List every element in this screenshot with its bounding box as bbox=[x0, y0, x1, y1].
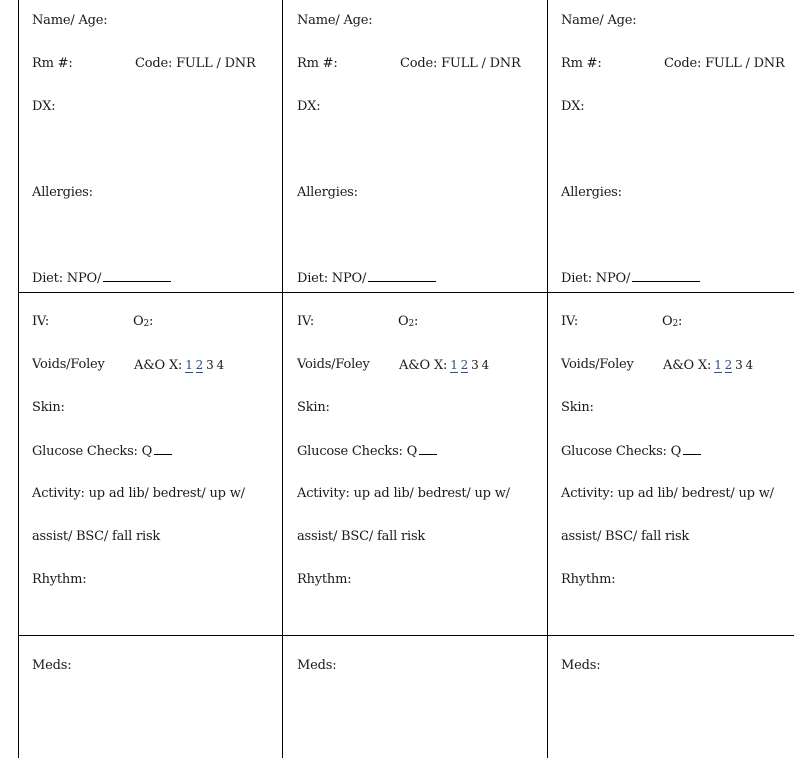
room-number-label[interactable]: Rm #: bbox=[297, 56, 338, 71]
code-status-label[interactable]: Code: FULL / DNR bbox=[664, 56, 785, 71]
rhythm-label[interactable]: Rhythm: bbox=[297, 572, 352, 587]
voids-foley-label[interactable]: Voids/Foley bbox=[297, 357, 370, 372]
diet-blank-line[interactable] bbox=[368, 270, 436, 282]
name-age-label[interactable]: Name/ Age: bbox=[32, 13, 108, 28]
iv-label[interactable]: IV: bbox=[32, 314, 49, 329]
allergies-label[interactable]: Allergies: bbox=[561, 185, 622, 200]
code-status-label[interactable]: Code: FULL / DNR bbox=[135, 56, 256, 71]
glucose-label: Glucose Checks: Q bbox=[297, 444, 418, 459]
activity-line-1[interactable]: Activity: up ad lib/ bedrest/ up w/ bbox=[561, 486, 774, 501]
diagnosis-label[interactable]: DX: bbox=[561, 99, 585, 114]
aox-option-1[interactable]: 1 bbox=[450, 358, 458, 372]
aox-option-2[interactable]: 2 bbox=[724, 358, 733, 372]
glucose-label: Glucose Checks: Q bbox=[32, 444, 153, 459]
aox-option-4[interactable]: 4 bbox=[745, 358, 753, 372]
rhythm-label[interactable]: Rhythm: bbox=[32, 572, 87, 587]
aox-field[interactable] bbox=[663, 357, 756, 374]
aox-option-3[interactable]: 3 bbox=[471, 358, 479, 372]
aox-options bbox=[185, 358, 227, 373]
aox-field[interactable] bbox=[134, 357, 227, 374]
glucose-field[interactable] bbox=[561, 443, 701, 460]
activity-line-2[interactable]: assist/ BSC/ fall risk bbox=[297, 529, 426, 544]
oxygen-label-subscript: 2 bbox=[672, 319, 678, 329]
aox-options bbox=[450, 358, 492, 373]
name-age-label[interactable]: Name/ Age: bbox=[297, 13, 373, 28]
column-divider-1 bbox=[282, 0, 283, 758]
aox-option-3[interactable]: 3 bbox=[735, 358, 743, 372]
activity-line-1[interactable]: Activity: up ad lib/ bedrest/ up w/ bbox=[32, 486, 245, 501]
voids-foley-label[interactable]: Voids/Foley bbox=[32, 357, 105, 372]
iv-label[interactable]: IV: bbox=[561, 314, 578, 329]
aox-label: A&O X: bbox=[663, 358, 712, 373]
activity-line-2[interactable]: assist/ BSC/ fall risk bbox=[561, 529, 690, 544]
meds-label[interactable]: Meds: bbox=[297, 658, 337, 673]
aox-option-4[interactable]: 4 bbox=[481, 358, 489, 372]
rhythm-label[interactable]: Rhythm: bbox=[561, 572, 616, 587]
aox-option-2[interactable]: 2 bbox=[460, 358, 469, 372]
diet-field[interactable] bbox=[32, 270, 171, 287]
name-age-label[interactable]: Name/ Age: bbox=[561, 13, 637, 28]
iv-label[interactable]: IV: bbox=[297, 314, 314, 329]
diet-label: Diet: NPO/ bbox=[32, 271, 102, 286]
aox-option-2[interactable]: 2 bbox=[195, 358, 204, 372]
diet-blank-line[interactable] bbox=[103, 270, 171, 282]
meds-label[interactable]: Meds: bbox=[561, 658, 601, 673]
aox-option-1[interactable]: 1 bbox=[714, 358, 722, 372]
oxygen-label-subscript: 2 bbox=[408, 319, 414, 329]
room-number-label[interactable]: Rm #: bbox=[32, 56, 73, 71]
row-divider-1 bbox=[18, 292, 794, 293]
oxygen-label-subscript: 2 bbox=[143, 319, 149, 329]
glucose-field[interactable] bbox=[297, 443, 437, 460]
oxygen-label-colon: : bbox=[678, 314, 683, 329]
oxygen-label-o: O bbox=[398, 314, 409, 329]
aox-field[interactable] bbox=[399, 357, 492, 374]
diet-field[interactable] bbox=[297, 270, 436, 287]
aox-option-4[interactable]: 4 bbox=[216, 358, 224, 372]
skin-label[interactable]: Skin: bbox=[297, 400, 330, 415]
activity-line-1[interactable]: Activity: up ad lib/ bedrest/ up w/ bbox=[297, 486, 510, 501]
meds-label[interactable]: Meds: bbox=[32, 658, 72, 673]
diet-label: Diet: NPO/ bbox=[297, 271, 367, 286]
row-divider-2 bbox=[18, 635, 794, 636]
allergies-label[interactable]: Allergies: bbox=[32, 185, 93, 200]
aox-option-3[interactable]: 3 bbox=[206, 358, 214, 372]
oxygen-label[interactable] bbox=[133, 314, 153, 332]
aox-option-1[interactable]: 1 bbox=[185, 358, 193, 372]
oxygen-label[interactable] bbox=[662, 314, 682, 332]
glucose-label: Glucose Checks: Q bbox=[561, 444, 682, 459]
aox-options bbox=[714, 358, 756, 373]
oxygen-label[interactable] bbox=[398, 314, 418, 332]
diagnosis-label[interactable]: DX: bbox=[32, 99, 56, 114]
aox-label: A&O X: bbox=[399, 358, 448, 373]
allergies-label[interactable]: Allergies: bbox=[297, 185, 358, 200]
aox-label: A&O X: bbox=[134, 358, 183, 373]
diet-blank-line[interactable] bbox=[632, 270, 700, 282]
skin-label[interactable]: Skin: bbox=[561, 400, 594, 415]
oxygen-label-colon: : bbox=[414, 314, 419, 329]
glucose-field[interactable] bbox=[32, 443, 172, 460]
voids-foley-label[interactable]: Voids/Foley bbox=[561, 357, 634, 372]
glucose-blank-line[interactable] bbox=[419, 443, 437, 455]
code-status-label[interactable]: Code: FULL / DNR bbox=[400, 56, 521, 71]
glucose-blank-line[interactable] bbox=[683, 443, 701, 455]
left-border bbox=[18, 0, 19, 758]
diet-field[interactable] bbox=[561, 270, 700, 287]
column-divider-2 bbox=[547, 0, 548, 758]
skin-label[interactable]: Skin: bbox=[32, 400, 65, 415]
oxygen-label-o: O bbox=[133, 314, 144, 329]
oxygen-label-o: O bbox=[662, 314, 673, 329]
room-number-label[interactable]: Rm #: bbox=[561, 56, 602, 71]
oxygen-label-colon: : bbox=[149, 314, 154, 329]
diagnosis-label[interactable]: DX: bbox=[297, 99, 321, 114]
activity-line-2[interactable]: assist/ BSC/ fall risk bbox=[32, 529, 161, 544]
diet-label: Diet: NPO/ bbox=[561, 271, 631, 286]
glucose-blank-line[interactable] bbox=[154, 443, 172, 455]
